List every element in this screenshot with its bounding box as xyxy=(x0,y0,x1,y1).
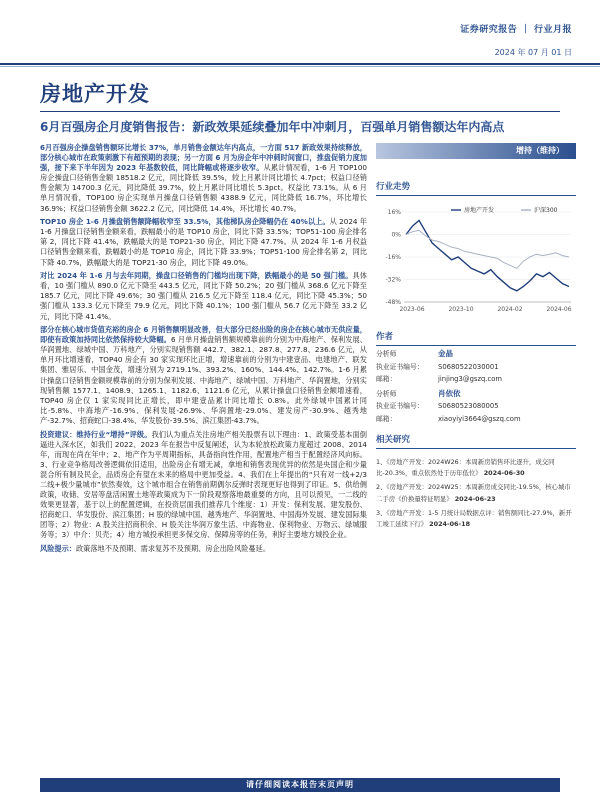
related-title: 相关研究 xyxy=(376,433,576,449)
paragraph-5 xyxy=(40,430,367,541)
paragraph-2-lead: TOP10 房企 1-6 月操盘销售额降幅收窄至 33.5%，其他梯队房企降幅仍在 40%以上。 xyxy=(40,217,330,227)
report-date: 2024 年 07 月 01 日 xyxy=(494,48,572,57)
industry-divider xyxy=(40,111,560,112)
related-item-2-text: 2、《房地产开发：2024W25：本周新房成交同比-19.5%，核心城市二手房《价换量特征明显》 xyxy=(376,483,571,503)
header-divider xyxy=(0,63,600,65)
analyst-2-license-label: 执业证书编号： xyxy=(376,402,424,410)
trend-title: 行业走势 xyxy=(376,180,576,196)
paragraph-3-lead: 对比 2024 年 1-6 月与去年同期，操盘口径销售的门槛均出现下降，跌幅最小的是 50 强门槛。 xyxy=(40,271,353,281)
risk-lead: 风险提示： xyxy=(40,544,76,554)
related-item-2[interactable] xyxy=(376,482,576,504)
paragraph-4-lead: 部分在核心城市货值充裕的房企 6 月销售额明显改善，但大部分已经出险的房企在核心城市无供应量，即使有政策加持同比依然保持较大降幅。 xyxy=(40,325,367,345)
trend-chart-svg xyxy=(376,202,576,322)
analyst-1-license: S0680522030001 xyxy=(438,362,499,371)
analyst-1-email[interactable]: jinjing3@gszq.com xyxy=(438,375,503,383)
risk-body: 政策落地不及预期、需求复苏不及预期、房企出险风险蔓延。 xyxy=(75,544,271,554)
y-tick-label: -48% xyxy=(385,299,401,306)
analyst-block-2 xyxy=(376,388,576,426)
analyst-1-name: 金晶 xyxy=(438,349,453,358)
y-tick-label: 0% xyxy=(391,231,401,239)
paragraph-1-lead: 6月百强房企操盘销售额环比增长 37%，单月销售金额达年内高点，一方面 517 新政效果持续释放，部分核心城市在政策刺激下有超预期的表现；另一方面 6 月为房企年中冲刺时间窗口，推盘促销力度加强，接下来下半年因为 2023 年基数较低，同比降幅或将逐步收窄。 xyxy=(40,143,367,173)
paragraph-3 xyxy=(40,271,367,321)
x-tick-label: 2023-06 xyxy=(399,306,425,313)
analyst-2-email-label: 邮箱： xyxy=(376,414,397,423)
analyst-block-1 xyxy=(376,348,576,386)
paragraph-4-body: 6 月单月操盘销售额规模靠前的分别为中海地产、保利发展、华润置地、绿城中国、万科地产，分别实现销售额 442.7、382.1、287.8、277.8、236.6 亿元，从单月环比增速看，TOP40 房企有 30 家实现环比正增，增速靠前的分别为中建壹品、电建地产、联发集团、雅居乐、中国金茂，增速分别为 2719.1%、393.2%、160%、144.4%、142.7%。1-6 月累计操盘口径销售金额规模靠前的分别为保利发展、中海地产、绿城中国、万科地产、华润置地，分别实现销售额 1577.1、1408.9、1265.1、1182.6、1121.6 亿元，从累计操盘口径销售金额增速看，TOP40 房企仅 1 家实现同比正增长，即中建壹品累计同比增长 0.8%。此外绿城中国累计同比-5.8%、中海地产-16.9%、保利发展-26.9%、华润置地-29.0%、建发房产-30.9%、越秀地产-32.7%、招商蛇口-38.4%、华发股份-39.5%、滨江集团-43.7%。 xyxy=(40,335,367,425)
related-item-3-date: 2024-06-18 xyxy=(429,520,471,529)
y-tick-label: -32% xyxy=(385,276,401,284)
paragraph-1 xyxy=(40,143,367,214)
y-tick-label: -16% xyxy=(385,254,401,261)
analyst-2-name: 肖依依 xyxy=(438,388,461,398)
related-item-1[interactable] xyxy=(376,457,576,479)
paragraph-risk xyxy=(40,544,367,554)
paragraph-2-body: 从 2024 年 1-6 月操盘口径销售金额来看，跌幅最小的是 TOP10 房企，同比下降 33.5%；TOP51-100 房企排名第 2，同比下降 41.4%，跌幅最大的是 TOP21-30 房企，同比下降 47.7%。从 2024 年 1-6 月权益口径销售金额来看，跌幅最小的是 TOP10 房企，同比下降 33.9%；TOP51-100 房企排名第 2，同比下降 40.7%，跌幅最大的是 TOP21-30 房企，同比下降 49.0%。 xyxy=(40,217,367,267)
x-tick-label: 2024-02 xyxy=(497,306,523,313)
x-tick-label: 2023-10 xyxy=(448,306,474,313)
paragraph-2 xyxy=(40,217,367,267)
related-list xyxy=(376,457,576,530)
paragraph-5-body: 我们认为重点关注房地产相关股票有以下理由：1、政策受基本面倒逼进入深水区，如我们 2022、2023 年在报告中反复阐述，认为本轮放松政策力度超过 2008、2014 年，而现在尚在年中；2、地产作为平周期指标，具备指向性作用，配置地产相当于配置经济风向标。3、行业竞争格局改善逻辑依旧适用，出险房企有增无减，拿地和销售表现优异的依然是央国企和少量混合所有制及民企，品质房企有望在未来的格局中更加受益。4、我们在上年提出的“只有对一线+2/3 二线+极少量城市”依然奏效，这个城市组合在销售前期偶尔反弹时表现更好也得到了印证。5、供给侧政策，收储、安居等盘活闲置土地等政策成为下一阶段观察落地最重要的方向，且可以预见，一二线的效果更显著，基于以上的配置逻辑，在投资层面我们推荐几个维度：1）开发：保利发展、建发股份、招商蛇口、华发股份、滨江集团；H 股的绿城中国、越秀地产、华润置地、中国海外发展、建发国际集团等；2）物业：A 股关注招商积余、H 股关注华润万象生活、中海物业、保利物业、万物云、绿城服务等；3）中介：贝壳；4）地方城投承担更多保交房、保障房等的任务，利好主要地方城投企业。 xyxy=(40,429,367,540)
paragraph-3-body: 具体看，10 强门槛从 890.0 亿元下降至 443.5 亿元，同比下降 50.2%；20 强门槛从 368.6 亿元下降至 185.7 亿元，同比下降 49.6%；30 强门槛从 216.5 亿元下降至 118.4 亿元，同比下降 45.3%；50 强门槛从 133.3 亿元下降至 79.9 亿元，同比下降 40.1%；100 强门槛从 56.7 亿元下降至 33.2 亿元，同比下降 41.4%。 xyxy=(40,271,367,321)
report-title: 6月百强房企月度销售报告：新政效果延续叠加年中冲刺月，百强单月销售额达年内高点 xyxy=(40,120,505,134)
paragraph-4 xyxy=(40,325,367,426)
main-content xyxy=(40,143,367,558)
report-type-header: 证券研究报告 ｜ 行业月报 xyxy=(460,25,572,35)
author-title: 作者 xyxy=(376,330,576,346)
paragraph-5-lead: 投资建议：维持行业“增持”评级。 xyxy=(40,429,152,439)
series-line-csi300 xyxy=(406,230,569,268)
rating-badge: 增持（维持） xyxy=(376,143,576,159)
industry-name: 房地产开发 xyxy=(40,81,150,106)
analyst-2-email[interactable]: xiaoyiyi3664@gszq.com xyxy=(438,414,521,423)
analyst-2-role: 分析师 xyxy=(376,389,397,398)
paragraph-1-body: 从累计情况看，1-6 月 TOP100 房企操盘口径销售金额 18518.2 亿元，同比降低 39.5%，较上月累计同比增长 4.7pct；权益口径销售金额为 14700.3 亿元，同比降低 39.7%，较上月累计同比增长 5.3pct。权益比 73.1%。从 6 月单月情况看，TOP100 房企实现单月操盘口径销售额 4388.9 亿元，同比降低 16.7%，环比增长 36.9%；权益口径销售金额 3622.2 亿元，同比降低 14.4%，环比增长 40.7%。 xyxy=(40,163,367,213)
related-item-3[interactable] xyxy=(376,508,576,530)
footer-disclaimer: 请仔细阅读本报告末页声明 xyxy=(40,778,560,792)
related-item-3-text: 3、《房地产开发：1-5 月统计局数据点评：销售额同比-27.9%，新开工竣工延续下行》 xyxy=(376,508,572,529)
related-item-1-date: 2024-06-30 xyxy=(483,469,525,478)
x-tick-label: 2024-06 xyxy=(546,306,572,313)
related-item-2-date: 2024-06-23 xyxy=(454,494,496,503)
analyst-1-license-label: 执业证书编号： xyxy=(376,362,424,371)
analyst-1-email-label: 邮箱： xyxy=(376,375,397,383)
analyst-1-role: 分析师 xyxy=(376,350,397,358)
related-item-1-text: 1、《房地产开发：2024W26：本周新房销售环比逐升，成交同比-20.3%，重点依然处于历年低位》 xyxy=(376,458,555,478)
header-divider-thin xyxy=(0,66,600,67)
trend-chart xyxy=(376,202,576,322)
y-tick-label: 16% xyxy=(387,209,401,216)
sidebar xyxy=(376,143,576,533)
legend-label: 沪深300 xyxy=(534,207,558,214)
legend-label: 房地产开发 xyxy=(464,207,495,214)
analyst-2-license: S0680523080005 xyxy=(438,402,499,410)
